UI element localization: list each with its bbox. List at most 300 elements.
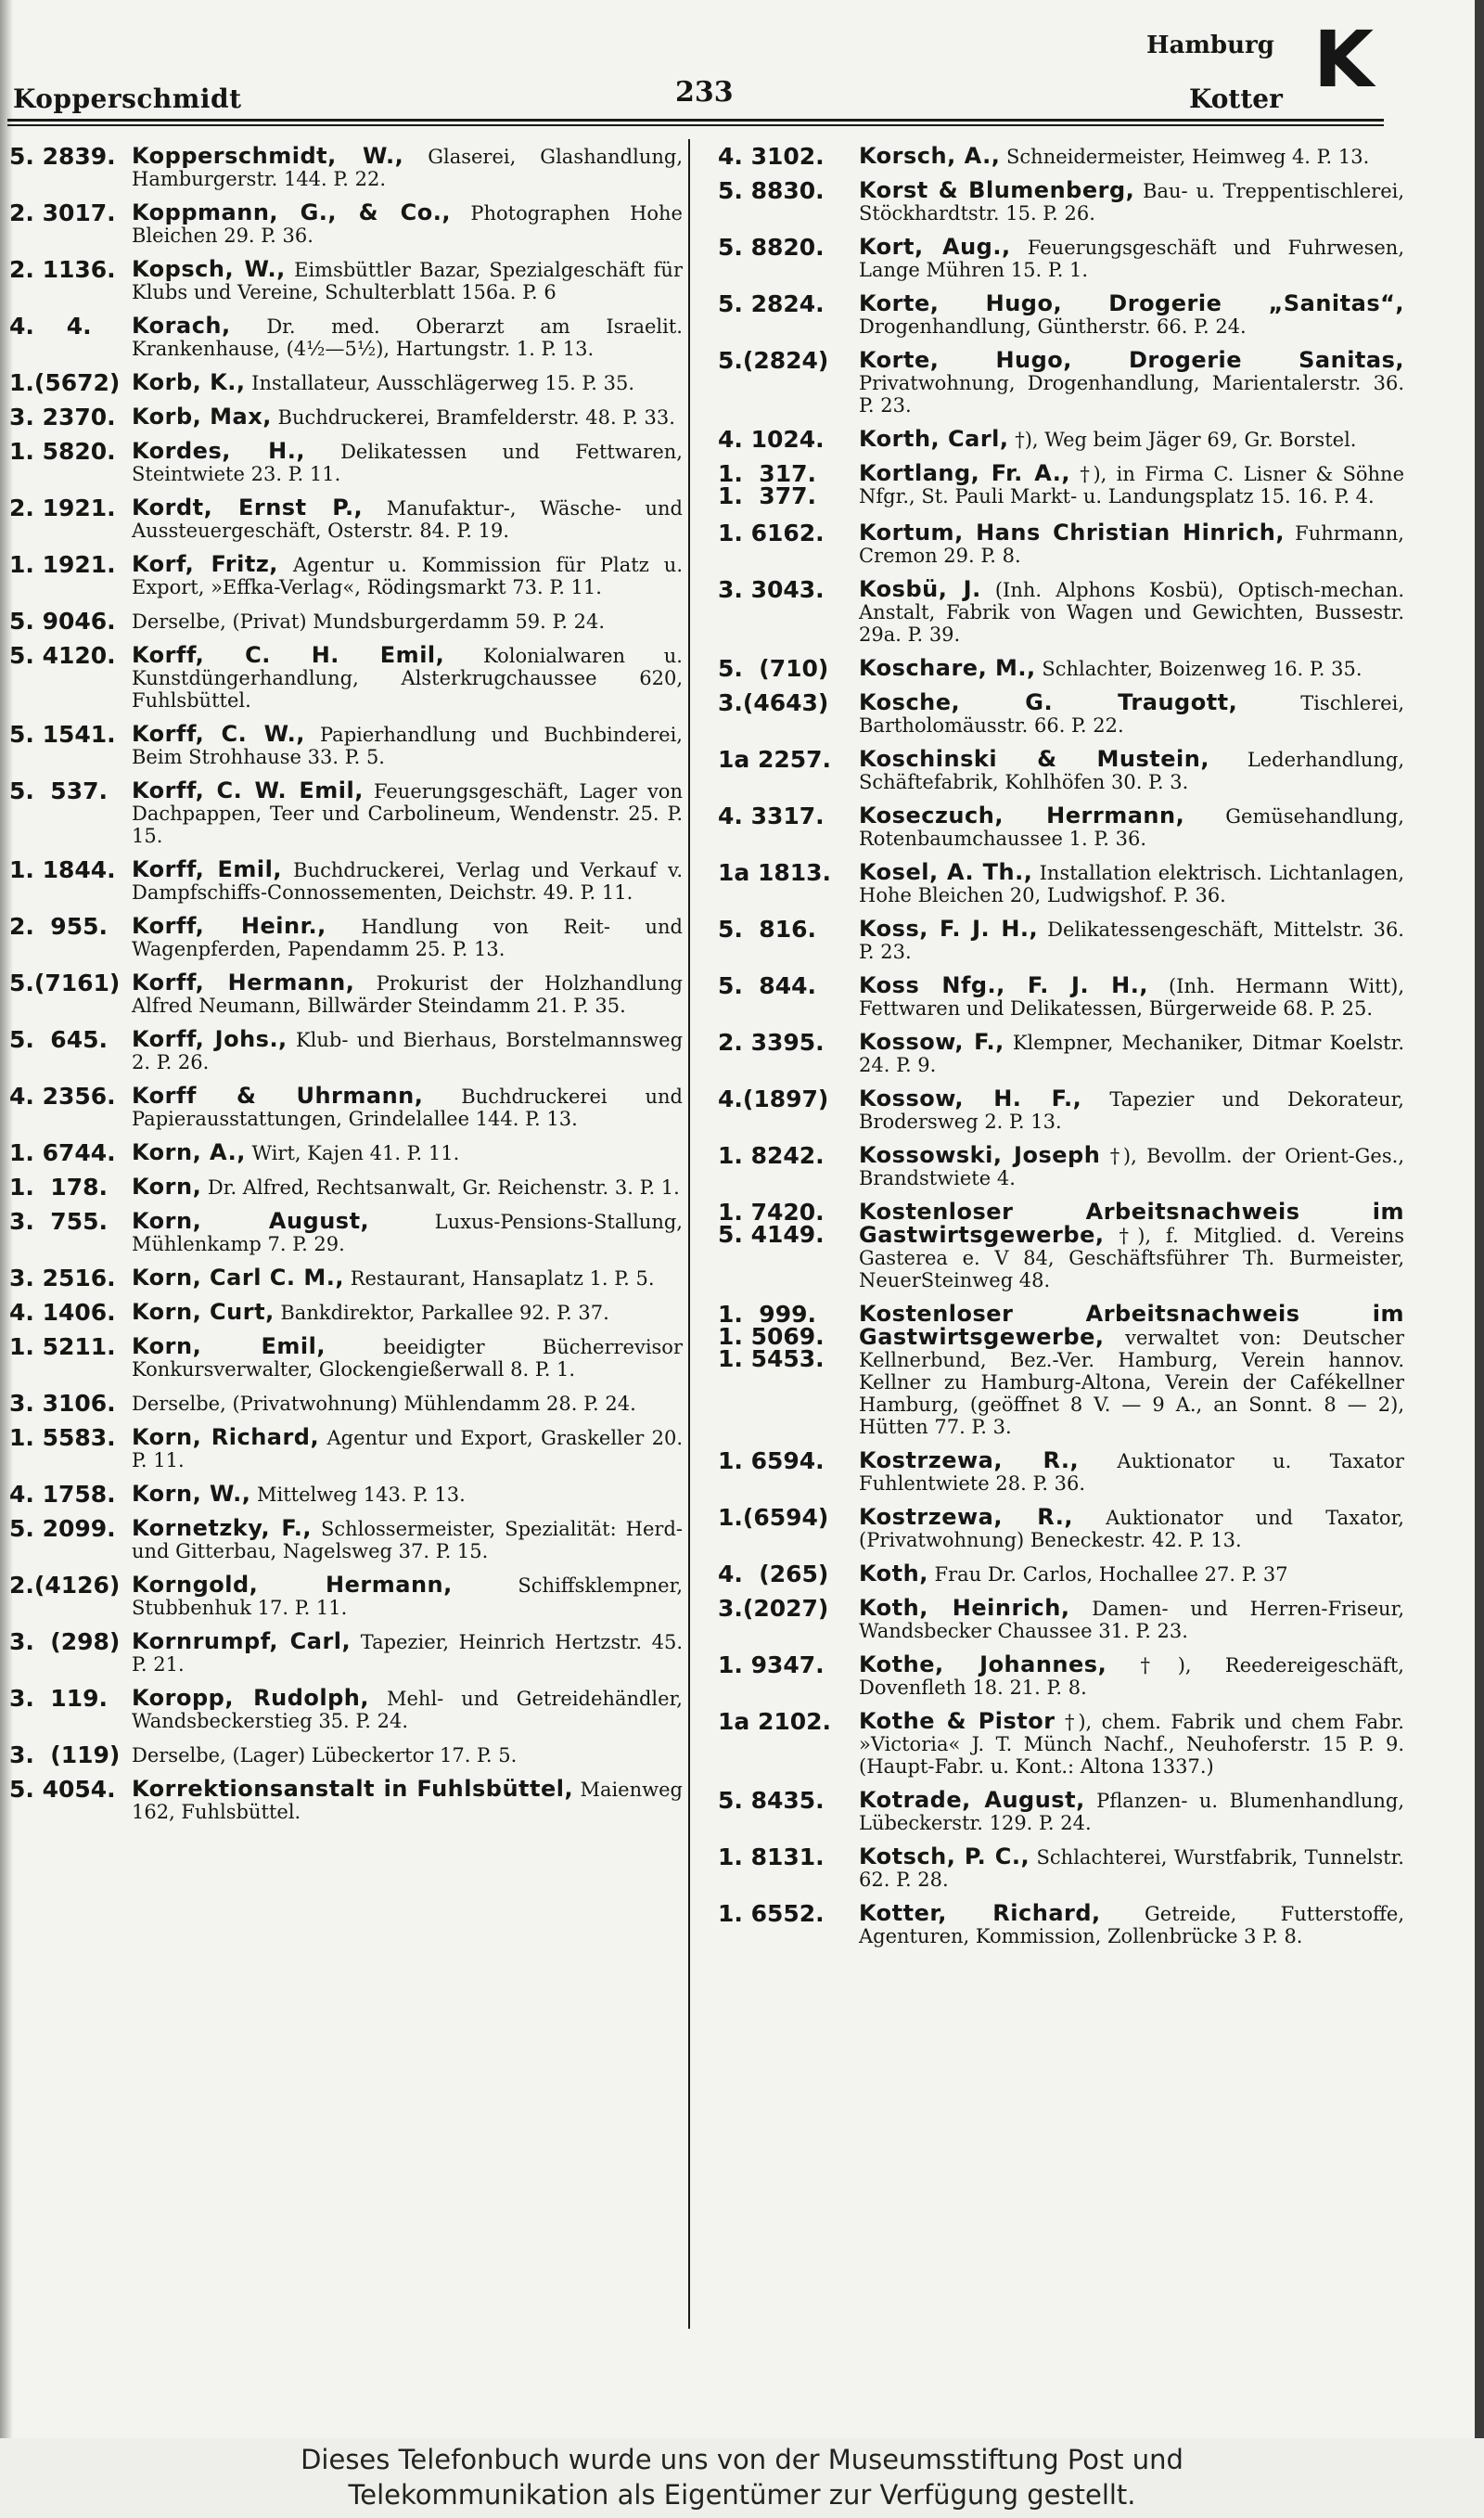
phone-number: 1.(6594) — [718, 1504, 829, 1531]
entry-name: Kostenloser Arbeitsnachweis im Gastwirtsgewerbe, — [859, 1301, 1404, 1350]
entry-text — [859, 236, 1404, 281]
entry-detail: Auktionator und Taxator, (Privatwohnung) Beneckestr. 42. P. 13. — [859, 1507, 1404, 1551]
phone-number: 3.(4643) — [718, 689, 829, 716]
entry-text — [859, 1653, 1404, 1699]
directory-entry — [9, 1392, 683, 1415]
entry-text — [859, 521, 1404, 567]
directory-entry — [9, 723, 683, 768]
entry-detail: Drogenhandlung, Güntherstr. 66. P. 24. — [859, 315, 1247, 338]
directory-entry — [9, 1141, 683, 1164]
directory-entry — [9, 1210, 683, 1255]
entry-detail: Agentur und Export, Graskeller 20. P. 11. — [132, 1427, 683, 1471]
entry-detail: Frau Dr. Carlos, Hochallee 27. P. 37 — [934, 1563, 1288, 1586]
header-first-entry: Kopperschmidt — [13, 84, 242, 114]
entry-detail: (Inh. Hermann Witt), Fettwaren und Delikatessen, Bürgerweide 68. P. 25. — [859, 975, 1404, 1020]
directory-entry — [9, 201, 683, 247]
entry-text — [132, 1175, 683, 1199]
directory-entry — [9, 1778, 683, 1823]
directory-entry — [9, 1426, 683, 1471]
entry-detail: Bau- u. Treppentischlerei, Stöckhardtstr. 15. P. 26. — [859, 180, 1405, 225]
directory-entry — [9, 1085, 683, 1130]
phone-number: 1. 6594. — [718, 1447, 825, 1474]
entry-name: Korb, K., — [132, 369, 246, 395]
entry-detail: Derselbe, (Lager) Lübeckertor 17. P. 5. — [132, 1744, 518, 1766]
entry-text — [132, 723, 683, 768]
entry-name: Korngold, Hermann, — [132, 1572, 453, 1598]
entry-name: Korn, Carl C. M., — [132, 1265, 344, 1291]
entry-detail: Dr. med. Oberarzt am Israelit. Krankenhause, (4½—5½), Hartungstr. 1. P. 13. — [132, 315, 683, 360]
directory-entry — [718, 1653, 1404, 1699]
phone-number: 1. 1921. — [9, 551, 116, 578]
entry-detail: Buchdruckerei und Papierausstattungen, Grindelallee 144. P. 13. — [132, 1086, 683, 1130]
phone-number: 2.(4126) — [9, 1572, 121, 1599]
entry-detail: Delikatessengeschäft, Mittelstr. 36. P. 23. — [859, 919, 1404, 963]
entry-name: Korn, A., — [132, 1139, 246, 1165]
phone-number: 3. 3106. — [9, 1390, 116, 1417]
phone-number: 2. 3017. — [9, 199, 116, 226]
phone-number: 4. 1024. — [718, 426, 825, 453]
entry-text — [859, 1789, 1404, 1834]
entry-detail: Gemüsehandlung, Rotenbaumchaussee 1. P. 36. — [859, 805, 1404, 850]
entry-detail: †), Reedereigeschäft, Dovenfleth 18. 21. P. 8. — [859, 1654, 1404, 1699]
entry-text — [132, 1517, 683, 1562]
entry-name: Kosbü, J. — [859, 576, 981, 602]
header-last-entry: Kotter — [1189, 84, 1283, 114]
entry-name: Korff & Uhrmann, — [132, 1083, 424, 1109]
entry-text — [132, 440, 683, 485]
entry-name: Kostenloser Arbeitsnachweis im Gastwirtsgewerbe, — [859, 1199, 1404, 1248]
directory-entry — [9, 915, 683, 960]
entry-name: Kotsch, P. C., — [859, 1844, 1030, 1869]
entry-name: Kornetzky, F., — [132, 1515, 312, 1541]
entry-text — [859, 1087, 1404, 1133]
directory-entry — [718, 462, 1404, 510]
entry-text — [132, 1630, 683, 1676]
directory-entry — [9, 440, 683, 485]
entry-detail: Damen- und Herren-Friseur, Wandsbecker Chaussee 31. P. 23. — [859, 1598, 1404, 1642]
entry-name: Kostrzewa, R., — [859, 1504, 1073, 1530]
entry-detail: Feuerungsgeschäft, Lager von Dachpappen, Teer und Carbolineum, Wendenstr. 25. P. 15. — [132, 780, 683, 847]
entry-text — [859, 1449, 1404, 1495]
directory-entry — [9, 1574, 683, 1619]
entry-detail: †), f. Mitglied. d. Vereins Gasterea e. V 84, Geschäftsführer Th. Burmeister, NeuerSteinweg 48. — [859, 1225, 1404, 1291]
entry-text — [132, 779, 683, 847]
entry-name: Korth, Carl, — [859, 426, 1009, 452]
directory-entry — [9, 553, 683, 598]
entry-detail: Installateur, Ausschlägerweg 15. P. 35. — [251, 372, 635, 394]
entry-name: Koropp, Rudolph, — [132, 1685, 369, 1711]
entry-text — [132, 1392, 683, 1415]
header-rule — [7, 119, 1384, 122]
entry-name: Korach, — [132, 313, 231, 339]
directory-entry — [718, 521, 1404, 567]
phone-number: 5. 9046. — [9, 608, 116, 635]
entry-text — [859, 1902, 1404, 1947]
footer-notice — [0, 2438, 1484, 2518]
entry-detail: Schiffsklempner, Stubbenhuk 17. P. 11. — [132, 1574, 683, 1619]
directory-entry — [718, 349, 1404, 417]
right-column — [718, 145, 1404, 1959]
entry-name: Kort, Aug., — [859, 234, 1011, 260]
phone-number: 1. 9347. — [718, 1651, 825, 1678]
directory-entry — [718, 1201, 1404, 1291]
entry-text — [132, 1085, 683, 1130]
phone-number: 2. 1921. — [9, 495, 116, 521]
directory-entry — [718, 1902, 1404, 1947]
entry-name: Koseczuch, Herrmann, — [859, 803, 1185, 829]
directory-entry — [718, 1789, 1404, 1834]
entry-text — [859, 804, 1404, 850]
phone-number: 5.(7161) — [9, 970, 121, 996]
entry-text — [132, 1210, 683, 1255]
directory-entry — [9, 1483, 683, 1506]
phone-number: 5. 8820. — [718, 234, 825, 261]
entry-name: Kortlang, Fr. A., — [859, 460, 1070, 486]
entry-text — [132, 1301, 683, 1324]
entry-text — [132, 201, 683, 247]
phone-number: 2. 3395. — [718, 1029, 825, 1056]
directory-entry — [9, 315, 683, 360]
entry-name: Kopperschmidt, W., — [132, 143, 404, 169]
entry-text — [132, 1028, 683, 1073]
entry-detail: Photographen Hohe Bleichen 29. P. 36. — [132, 202, 683, 247]
entry-detail: Klempner, Mechaniker, Ditmar Koelstr. 24. P. 9. — [859, 1032, 1404, 1076]
directory-entry — [9, 145, 683, 190]
entry-text — [132, 1335, 683, 1381]
entry-text — [859, 1303, 1404, 1438]
entry-text — [132, 1574, 683, 1619]
entry-text — [859, 1562, 1404, 1586]
directory-entry — [718, 804, 1404, 850]
phone-number: 1. 5211. — [9, 1333, 116, 1360]
phone-number: 1a 2257. — [718, 746, 832, 773]
entry-detail: Schneidermeister, Heimweg 4. P. 13. — [1006, 146, 1370, 168]
entry-text — [859, 918, 1404, 963]
entry-name: Kotrade, August, — [859, 1787, 1085, 1813]
entry-name: Kortum, Hans Christian Hinrich, — [859, 520, 1285, 546]
entry-detail: †), Weg beim Jäger 69, Gr. Borstel. — [1015, 429, 1357, 451]
page-number: 233 — [675, 76, 734, 109]
entry-text — [132, 405, 683, 429]
directory-entry — [718, 1845, 1404, 1891]
footer-line-2: Telekommunikation als Eigentümer zur Verfügung gestellt. — [348, 2479, 1136, 2511]
entry-detail: Delikatessen und Fettwaren, Steintwiete 23. P. 11. — [132, 441, 683, 485]
entry-detail: Agentur u. Kommission für Platz u. Export, »Effka-Verlag«, Rödingsmarkt 73. P. 11. — [132, 554, 683, 598]
entry-name: Koppmann, G., & Co., — [132, 199, 451, 225]
entry-text — [132, 553, 683, 598]
directory-entry — [9, 779, 683, 847]
entry-detail: beeidigter Bücherrevisor Konkursverwalter, Glockengießerwall 8. P. 1. — [132, 1336, 683, 1381]
entry-text — [859, 349, 1404, 417]
directory-entry — [718, 748, 1404, 793]
phone-number: 4. 3102. — [718, 143, 825, 170]
entry-detail: Privatwohnung, Drogenhandlung, Marientalerstr. 36. P. 23. — [859, 372, 1404, 417]
phone-number: 5.(2824) — [718, 347, 829, 374]
entry-name: Kossow, F., — [859, 1029, 1004, 1055]
phone-number: 1. 5820. — [9, 438, 116, 465]
directory-entry — [9, 1335, 683, 1381]
entry-text — [132, 1687, 683, 1732]
phone-number: 5. 2839. — [9, 143, 116, 170]
entry-detail: Auktionator u. Taxator Fuhlentwiete 28. P. 36. — [859, 1450, 1404, 1495]
entry-name: Kordes, H., — [132, 438, 305, 464]
entry-text — [859, 657, 1404, 680]
entry-text — [859, 1506, 1404, 1551]
entry-name: Korn, Curt, — [132, 1299, 275, 1325]
phone-number: 1. 6552. — [718, 1900, 825, 1927]
directory-entry — [718, 1710, 1404, 1778]
entry-name: Korff, C. W. Emil, — [132, 777, 364, 803]
entry-text — [859, 292, 1404, 338]
entry-text — [859, 974, 1404, 1020]
entry-text — [132, 315, 683, 360]
phone-number: 2. 955. — [9, 913, 108, 940]
entry-name: Kosel, A. Th., — [859, 859, 1033, 885]
directory-entry — [718, 691, 1404, 737]
entry-name: Korn, W., — [132, 1481, 251, 1507]
phone-number: 5. 8435. — [718, 1787, 825, 1814]
entry-text — [132, 915, 683, 960]
directory-entry — [718, 292, 1404, 338]
entry-name: Korb, Max, — [132, 404, 272, 430]
entry-detail: Schlachterei, Wurstfabrik, Tunnelstr. 62. P. 28. — [859, 1846, 1404, 1891]
phone-number: 5. 2824. — [718, 290, 825, 317]
directory-entry — [718, 974, 1404, 1020]
phone-number: 5. 8830. — [718, 177, 825, 204]
entry-name: Korff, C. W., — [132, 721, 305, 747]
entry-detail: Maienweg 162, Fuhlsbüttel. — [132, 1779, 683, 1823]
directory-entry — [718, 1087, 1404, 1133]
phone-number: 1. 1844. — [9, 856, 116, 883]
entry-name: Korff, Emil, — [132, 856, 282, 882]
directory-entry — [718, 428, 1404, 451]
entry-text — [859, 861, 1404, 906]
entry-text — [859, 462, 1404, 507]
phone-number: 1. 6162. — [718, 520, 825, 546]
directory-entry — [9, 1687, 683, 1732]
entry-detail: Schlachter, Boizenweg 16. P. 35. — [1042, 658, 1362, 680]
entry-detail: Installation elektrisch. Lichtanlagen, Hohe Bleichen 20, Ludwigshof. P. 36. — [859, 862, 1404, 906]
entry-name: Kordt, Ernst P., — [132, 495, 364, 520]
phone-number: 2. 1136. — [9, 256, 116, 283]
entry-name: Korn, Emil, — [132, 1333, 326, 1359]
entry-text — [859, 1201, 1404, 1291]
phone-number: 3. 755. — [9, 1208, 108, 1235]
directory-entry — [718, 179, 1404, 225]
entry-detail: †), in Firma C. Lisner & Söhne Nfgr., St. Pauli Markt- u. Landungsplatz 15. 16. P. 4. — [859, 463, 1404, 507]
entry-name: Korte, Hugo, Drogerie Sanitas, — [859, 347, 1404, 373]
entry-detail: Tapezier, Heinrich Hertzstr. 45. P. 21. — [132, 1631, 684, 1676]
entry-text — [132, 371, 683, 394]
entry-name: Korte, Hugo, Drogerie „Sanitas“, — [859, 290, 1404, 316]
entry-name: Kotter, Richard, — [859, 1900, 1101, 1926]
header-city: Hamburg — [1146, 32, 1274, 59]
directory-entry — [718, 236, 1404, 281]
entry-name: Kothe, Johannes, — [859, 1651, 1107, 1677]
entry-name: Korf, Fritz, — [132, 551, 278, 577]
entry-name: Koschare, M., — [859, 655, 1036, 681]
directory-entry — [718, 1597, 1404, 1642]
entry-detail: Schlossermeister, Spezialität: Herd- und Gitterbau, Nagelsweg 37. P. 15. — [132, 1518, 683, 1562]
entry-name: Korrektionsanstalt in Fuhlsbüttel, — [132, 1776, 574, 1802]
entry-text — [132, 496, 683, 542]
phone-number: 5. (710) — [718, 655, 829, 682]
entry-detail: Derselbe, (Privat) Mundsburgerdamm 59. P. 24. — [132, 610, 606, 633]
entry-text — [132, 258, 683, 303]
phone-number: 3. 2370. — [9, 404, 116, 430]
phone-number: 3. 119. — [9, 1685, 108, 1712]
directory-entry — [9, 1175, 683, 1199]
entry-detail: Lederhandlung, Schäftefabrik, Kohlhöfen 30. P. 3. — [859, 749, 1404, 793]
entry-text — [859, 1710, 1404, 1778]
entry-detail: Derselbe, (Privatwohnung) Mühlendamm 28. P. 24. — [132, 1393, 636, 1415]
entry-name: Korff, Hermann, — [132, 970, 355, 996]
entry-name: Korff, Johs., — [132, 1026, 288, 1052]
directory-entry — [9, 258, 683, 303]
entry-detail: Wirt, Kajen 41. P. 11. — [251, 1142, 460, 1164]
entry-name: Koschinski & Mustein, — [859, 746, 1209, 772]
entry-detail: Bankdirektor, Parkallee 92. P. 37. — [280, 1302, 609, 1324]
phone-number: 4. 1758. — [9, 1481, 116, 1508]
directory-entry — [9, 1266, 683, 1290]
entry-text — [132, 644, 683, 712]
entry-detail: Mehl- und Getreidehändler, Wandsbeckerstieg 35. P. 24. — [132, 1688, 683, 1732]
directory-entry — [718, 1562, 1404, 1586]
entry-detail: Pflanzen- u. Blumenhandlung, Lübeckerstr. 129. P. 24. — [859, 1790, 1404, 1834]
entry-text — [859, 1845, 1404, 1891]
entry-name: Kosche, G. Traugott, — [859, 689, 1238, 715]
phone-number: 4.(1897) — [718, 1086, 829, 1112]
entry-name: Korff, C. H. Emil, — [132, 642, 445, 668]
entry-text — [132, 1778, 683, 1823]
entry-detail: Tischlerei, Bartholomäusstr. 66. P. 22. — [859, 692, 1404, 737]
phone-number: 4. 2356. — [9, 1083, 116, 1110]
directory-entry — [718, 861, 1404, 906]
phone-number: 5. 816. — [718, 916, 816, 943]
entry-detail: Papierhandlung und Buchbinderei, Beim Strohhause 33. P. 5. — [132, 724, 683, 768]
directory-entry — [718, 918, 1404, 963]
phone-number: 3. (119) — [9, 1741, 121, 1768]
entry-name: Koss Nfg., F. J. H., — [859, 972, 1149, 998]
directory-entry — [9, 1630, 683, 1676]
entry-detail: Luxus-Pensions-Stallung, Mühlenkamp 7. P. 29. — [132, 1211, 683, 1255]
entry-detail: Dr. Alfred, Rechtsanwalt, Gr. Reichenstr. 3. P. 1. — [207, 1176, 680, 1199]
entry-detail: (Inh. Alphons Kosbü), Optisch-mechan. Anstalt, Fabrik von Wagen und Gewichten, Bussestr. 29a. P. 39. — [859, 579, 1404, 646]
directory-entry — [9, 371, 683, 394]
phone-number: 1a 1813. — [718, 859, 832, 886]
entry-name: Kornrumpf, Carl, — [132, 1628, 352, 1654]
phone-number: 1. 7420. 5. 4149. — [718, 1199, 825, 1248]
entry-text — [132, 1266, 683, 1290]
phone-number: 5. 1541. — [9, 721, 116, 748]
entry-name: Koss, F. J. H., — [859, 916, 1039, 942]
entry-text — [859, 1597, 1404, 1642]
phone-number: 1. 999. 1. 5069. 1. 5453. — [718, 1301, 825, 1372]
entry-name: Korn, August, — [132, 1208, 370, 1234]
directory-entry — [718, 1506, 1404, 1551]
header-rule-thin — [7, 124, 1384, 126]
directory-entry — [9, 644, 683, 712]
entry-name: Kossowski, Joseph — [859, 1142, 1101, 1168]
phone-number: 5. 645. — [9, 1026, 108, 1053]
entry-detail: Getreide, Futterstoffe, Agenturen, Kommission, Zollenbrücke 3 P. 8. — [859, 1903, 1404, 1947]
entry-text — [859, 428, 1404, 451]
entry-name: Korn, Richard, — [132, 1424, 320, 1450]
phone-number: 1.(5672) — [9, 369, 121, 396]
phone-number: 1. 8131. — [718, 1844, 825, 1870]
phone-number: 5. 537. — [9, 777, 108, 804]
phone-number: 4. 1406. — [9, 1299, 116, 1326]
directory-entry — [9, 1743, 683, 1766]
footer-line-1: Dieses Telefonbuch wurde uns von der Museumsstiftung Post und — [301, 2444, 1183, 2475]
entry-detail: Klub- und Bierhaus, Borstelmannsweg 2. P. 26. — [132, 1029, 684, 1073]
phone-number: 3. 2516. — [9, 1265, 116, 1291]
entry-text — [859, 1031, 1404, 1076]
entry-detail: Feuerungsgeschäft und Fuhrwesen, Lange Mühren 15. P. 1. — [859, 237, 1404, 281]
entry-text — [859, 691, 1404, 737]
entry-text — [859, 179, 1404, 225]
directory-entry — [9, 858, 683, 904]
directory-entry — [718, 1303, 1404, 1438]
entry-text — [132, 858, 683, 904]
entry-text — [132, 1141, 683, 1164]
entry-text — [132, 1426, 683, 1471]
entry-text — [859, 1144, 1404, 1189]
phone-number: 3. (298) — [9, 1628, 121, 1655]
directory-entry — [718, 145, 1404, 168]
directory-entry — [718, 578, 1404, 646]
directory-entry — [9, 1301, 683, 1324]
entry-detail: †), chem. Fabrik und chem Fabr. »Victoria« J. T. Münch Nachf., Neuhoferstr. 15 P. 9. (Haupt-Fabr. u. Kont.: Altona 1337.) — [859, 1711, 1404, 1778]
phone-number: 5. 4120. — [9, 642, 116, 669]
directory-entry — [9, 496, 683, 542]
entry-detail: Fuhrmann, Cremon 29. P. 8. — [859, 522, 1404, 567]
directory-entry — [9, 405, 683, 429]
entry-name: Korff, Heinr., — [132, 913, 326, 939]
phone-number: 4. 4. — [9, 313, 92, 340]
phone-number: 5. 2099. — [9, 1515, 116, 1542]
entry-name: Korn, — [132, 1174, 202, 1200]
entry-detail: verwaltet von: Deutscher Kellnerbund, Bez.-Ver. Hamburg, Verein hannov. Kellner zu Hamburg-Altona, Verein der Cafékellner Hamburg, (geöffnet 8 V. — 9 A., an Sonnt. 8 — 2), Hütten 77. P. 3. — [859, 1327, 1404, 1438]
entry-detail: Mittelweg 143. P. 13. — [257, 1484, 466, 1506]
entry-text — [132, 610, 683, 633]
phone-number: 3. 3043. — [718, 576, 825, 603]
header-letter: K — [1313, 14, 1375, 105]
entry-text — [132, 1483, 683, 1506]
entry-text — [132, 971, 683, 1017]
entry-text — [859, 748, 1404, 793]
phone-number: 5. 844. — [718, 972, 816, 999]
entry-name: Koth, Heinrich, — [859, 1595, 1070, 1621]
entry-detail: Glaserei, Glashandlung, Hamburgerstr. 144. P. 22. — [132, 146, 683, 190]
entry-name: Koth, — [859, 1561, 928, 1587]
directory-entry — [718, 1449, 1404, 1495]
phone-number: 1. 178. — [9, 1174, 108, 1201]
phone-number: 3.(2027) — [718, 1595, 829, 1622]
entry-detail: †), Bevollm. der Orient-Ges., Brandstwiete 4. — [859, 1145, 1404, 1189]
entry-detail: Eimsbüttler Bazar, Spezialgeschäft für Klubs und Vereine, Schulterblatt 156a. P. 6 — [132, 259, 683, 303]
phone-number: 1. 317. 1. 377. — [718, 460, 816, 509]
directory-entry — [9, 971, 683, 1017]
directory-entry — [9, 1517, 683, 1562]
entry-detail: Kolonialwaren u. Kunstdüngerhandlung, Alsterkrugchaussee 620, Fuhlsbüttel. — [132, 645, 683, 712]
entry-name: Korsch, A., — [859, 143, 1001, 169]
entry-detail: Tapezier und Dekorateur, Brodersweg 2. P. 13. — [859, 1088, 1404, 1133]
entry-name: Kostrzewa, R., — [859, 1447, 1080, 1473]
phone-number: 1. 6744. — [9, 1139, 116, 1166]
phone-number: 1a 2102. — [718, 1708, 832, 1735]
entry-detail: Restaurant, Hansaplatz 1. P. 5. — [350, 1267, 655, 1290]
